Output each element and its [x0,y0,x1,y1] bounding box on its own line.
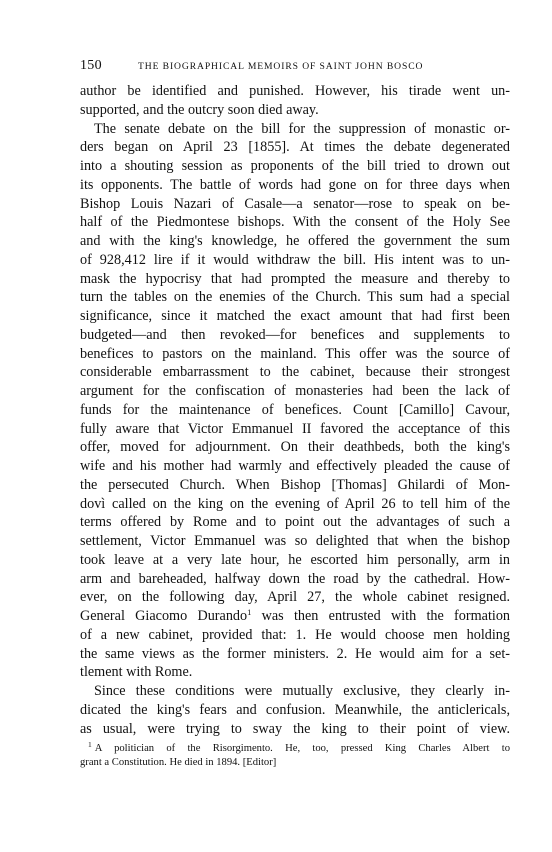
line-text: budgeted—and then revoked—for benefices and supplements to [80,326,510,343]
line-text: General Giacomo Durando [80,608,248,624]
text-line [80,195,510,214]
text-line [80,645,510,664]
text-line [80,270,510,289]
line-text: fully aware that Victor Emmanuel II favored the acceptance of this [80,420,510,437]
line-text: took leave at a very late hour, he escorted him personally, arm in [80,551,510,568]
text-line [80,495,510,514]
text-line [80,176,510,195]
text-line [80,663,510,682]
line-text: benefices to pastors on the mainland. This offer was the source of [80,345,510,362]
line-text: author be identified and punished. However, his tirade went un- [80,83,510,99]
text-line [80,701,510,720]
line-text: offer, moved for adjournment. On their deathbeds, both the king's [80,439,510,456]
text-line [80,157,510,176]
text-line [80,363,510,382]
text-line [80,476,510,495]
line-text: funds for the maintenance of benefices. Count [Camillo] Cavour, [80,401,510,418]
text-line [80,288,510,307]
line-text: turn the tables on the enemies of the Church. This sum had a special [80,289,510,306]
text-line [80,326,510,345]
line-text: arm and bareheaded, halfway down the road by the cathedral. How- [80,570,510,587]
text-line [80,251,510,270]
line-text: as usual, were trying to sway the king to their point of view. [80,720,510,737]
line-text: The senate debate on the bill for the suppression of monastic or- [94,120,510,137]
text-line [80,438,510,457]
text-line [80,513,510,532]
line-text: the persecuted Church. When Bishop [Thomas] Ghilardi of Mon- [80,476,510,493]
line-text: wife and his mother had warmly and effectively pleaded the cause of [80,458,510,474]
footnote-line [80,742,510,756]
footnote-text: A politician of the Risorgimento. He, too, pressed King Charles Albert to [94,743,510,755]
line-text: the same views as the former ministers. 2. He would aim for a set- [80,645,510,662]
footnote-line [80,756,510,770]
text-line [80,120,510,139]
footnote-reference: 1 [247,607,252,617]
text-line [80,420,510,439]
text-line [80,720,510,739]
footnotes [80,742,510,769]
footnote-text: grant a Constitution. He died in 1894. [Editor] [80,756,277,768]
running-title: THE BIOGRAPHICAL MEMOIRS OF SAINT JOHN BOSCO [138,61,424,72]
footnote-mark: 1 [88,740,92,750]
page-number: 150 [80,58,102,73]
text-line [80,570,510,589]
running-head [80,58,510,78]
line-text: mask the hypocrisy that had prompted the measure and thereby to [80,270,510,287]
text-line [80,232,510,251]
line-text: ders began on April 23 [1855]. At times the debate degenerated [80,139,510,156]
text-line [80,588,510,607]
line-text: of 928,412 lire if it would withdraw the bill. His intent was to un- [80,251,510,268]
book-page [80,58,510,769]
line-text: Since these conditions were mutually exclusive, they clearly in- [94,683,510,699]
line-text: and with the king's knowledge, he offered the government the sum [80,233,510,249]
text-line [80,307,510,326]
body-text [80,82,510,738]
text-line [80,457,510,476]
line-text: its opponents. The battle of words had gone on for three days when [80,176,510,193]
line-text: dovì called on the king on the evening of April 26 to tell him of the [80,495,510,512]
text-line [80,551,510,570]
line-text: ever, on the following day, April 27, the whole cabinet resigned. [80,589,510,606]
text-line [80,82,510,101]
line-text: argument for the confiscation of monasteries had been the lack of [80,383,510,399]
text-line [80,682,510,701]
line-text: supported, and the outcry soon died away. [80,101,319,118]
text-line [80,138,510,157]
line-text: settlement, Victor Emmanuel was so delighted that when the bishop [80,533,510,549]
line-text: significance, since it matched the exact amount that had first been [80,308,510,324]
text-line [80,401,510,420]
line-text: half of the Piedmontese bishops. With the consent of the Holy See [80,214,510,231]
text-line [80,382,510,401]
line-text: dicated the king's fears and confusion. Meanwhile, the anticlericals, [80,701,510,718]
line-text: into a shouting session as proponents of the bill tried to drown out [80,158,510,174]
text-line [80,607,510,626]
line-text: terms offered by Rome and to point out the advantages of such a [80,514,510,531]
text-line [80,532,510,551]
line-text: Bishop Louis Nazari of Casale—a senator—rose to speak on be- [80,195,510,212]
text-line [80,101,510,120]
line-text: considerable embarrassment to the cabinet, because their strongest [80,364,510,381]
line-text: of a new cabinet, provided that: 1. He would choose men holding [80,626,510,643]
text-line [80,345,510,364]
line-text-continued: was then entrusted with the formation [251,608,511,624]
text-line [80,626,510,645]
text-line [80,213,510,232]
line-text: tlement with Rome. [80,664,193,681]
